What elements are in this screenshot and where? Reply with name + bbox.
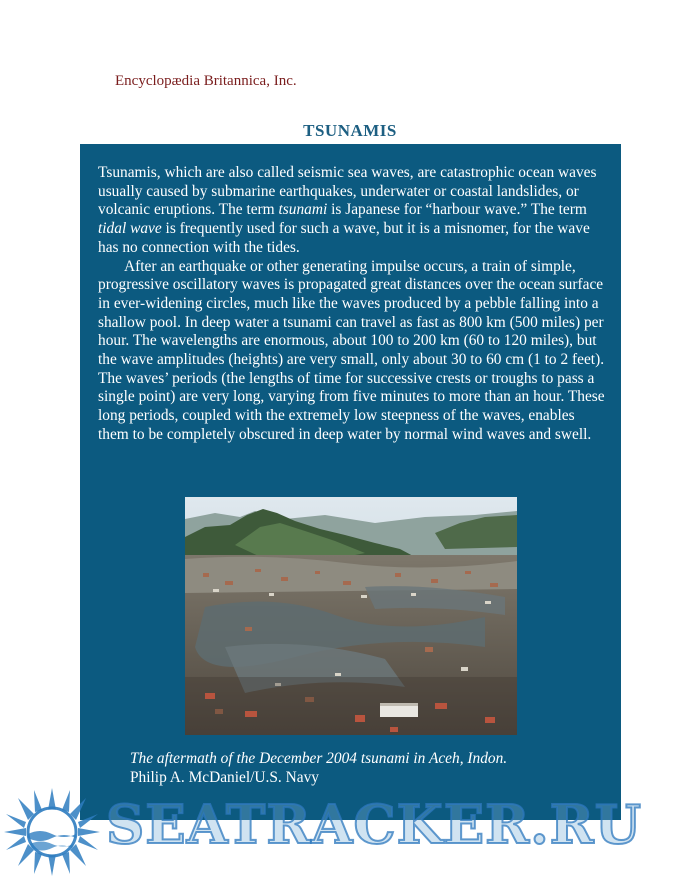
publisher-name: Encyclopædia Britannica, Inc. [115,73,297,89]
watermark-text: SEATRACKER.RU [106,794,642,856]
term-tsunami: tsunami [278,201,328,219]
photo-caption [130,749,600,787]
term-tidal-wave: tidal wave [98,220,162,238]
tsunami-aftermath-photo [185,497,517,735]
page-title: TSUNAMIS [303,121,397,140]
paragraph-1-text-b: is Japanese for “harbour wave.” The term [327,201,587,219]
photo-credit: Philip A. McDaniel/U.S. Navy [130,769,319,786]
paragraph-1 [98,164,608,258]
caption-text: The aftermath of the December 2004 tsunami in Aceh, Indon. [130,750,508,767]
paragraph-1-text-a: Tsunamis, which are also called seismic sea waves, are catastrophic ocean waves usually caused by submarine earthquakes, underwater or coastal landslides, or volcanic eruptions. The term [98,164,597,219]
article-panel [80,144,621,820]
paragraph-1-text-c: is frequently used for such a wave, but it is a misnomer, for the wave has no connection with the tides. [98,220,590,256]
article-body [98,164,608,445]
paragraph-2: After an earthquake or other generating impulse occurs, a train of simple, progressive oscillatory waves is propagated great distances over the ocean surface in ever-widening circles, much like the waves produced by a pebble falling into a shallow pool. In deep water a tsunami can travel as fast as 800 km (500 miles) per hour. The wavelengths are enormous, about 100 to 200 km (60 to 120 miles), but the wave amplitudes (heights) are very small, only about 30 to 60 cm (1 to 2 feet). The waves’ periods (the lengths of time for successive crests or troughs to pass a single point) are very long, varying from five minutes to more than an hour. These long periods, coupled with the extremely low steepness of the waves, enables them to be completely obscured in deep water by normal wind waves and swell. [98,257,605,443]
